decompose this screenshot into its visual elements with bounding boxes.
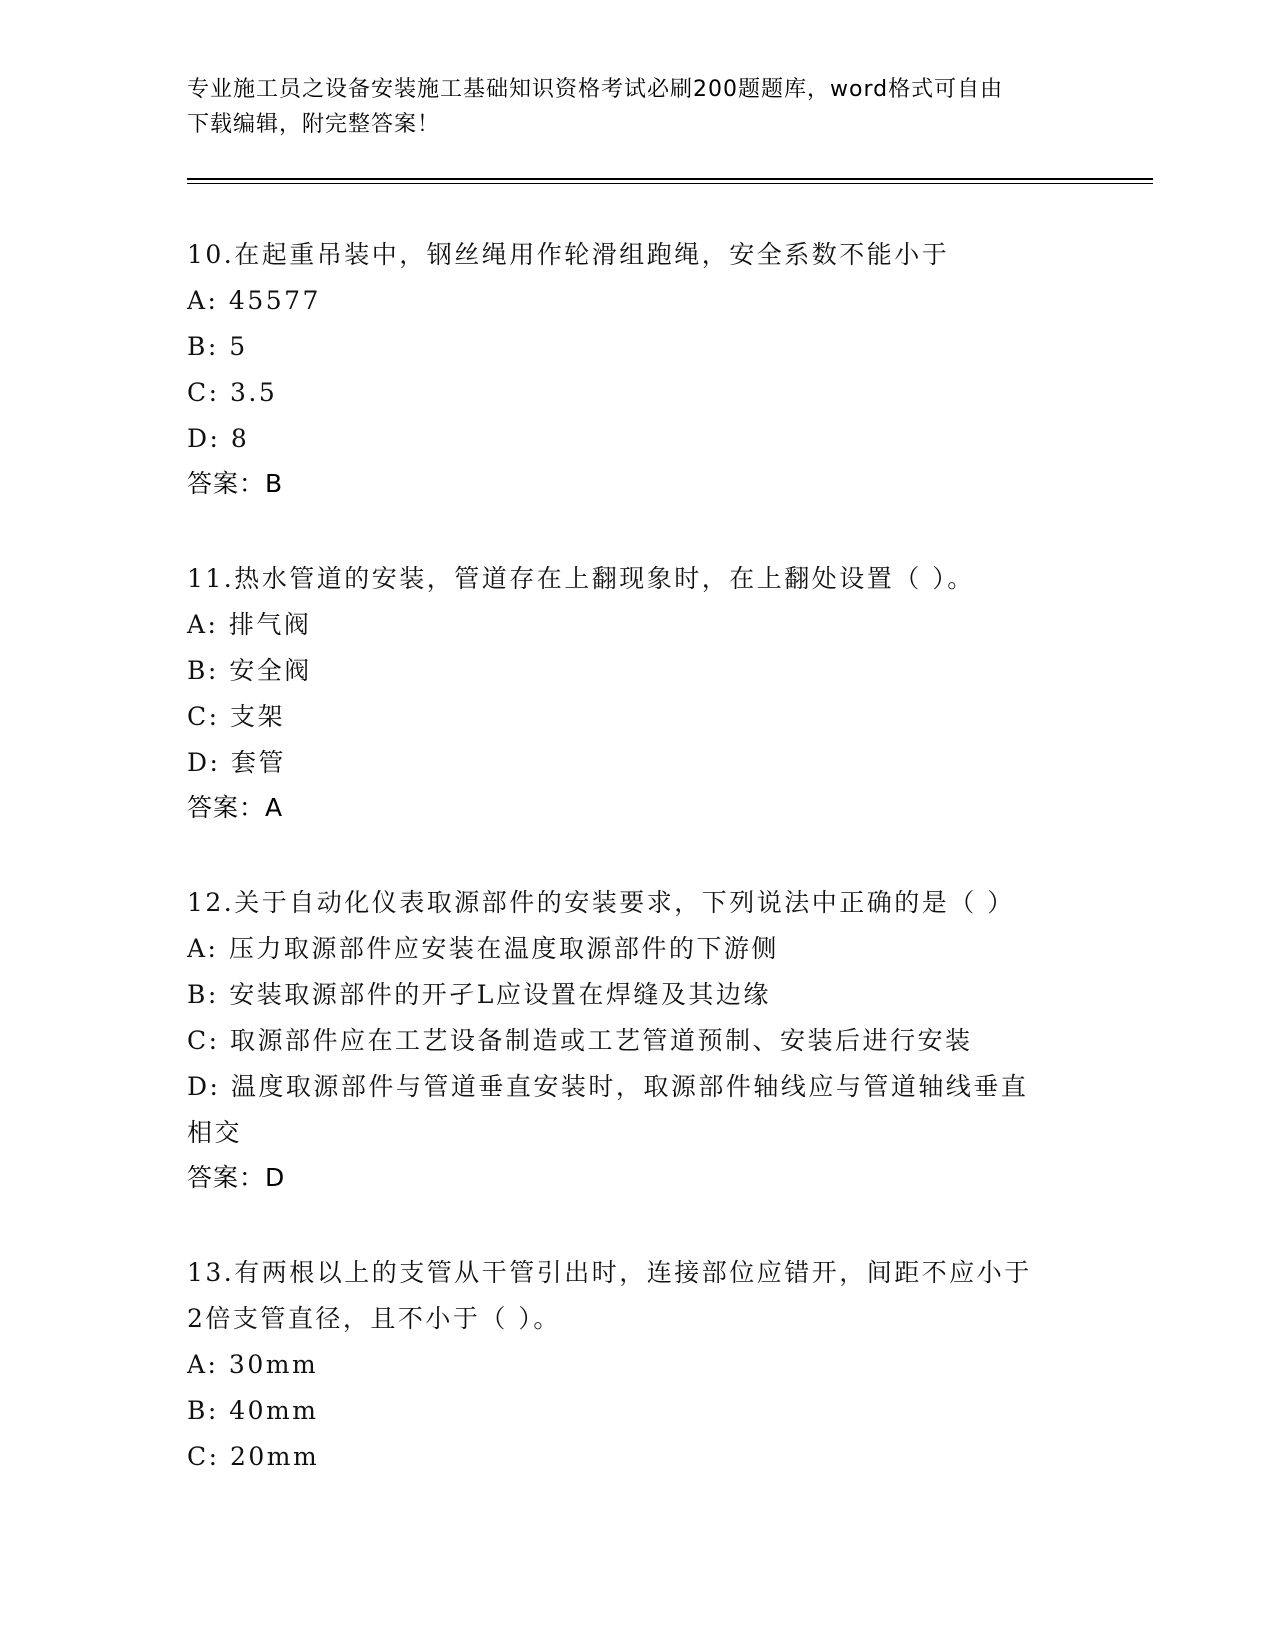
question-stem: 11.热水管道的安装，管道存在上翻现象时，在上翻处设置（ ）。 <box>187 564 975 593</box>
question-block <box>187 1250 1077 1480</box>
header-line-1: 专业施工员之设备安装施工基础知识资格考试必刷200题题库，word格式可自由 <box>187 77 1004 102</box>
answer-key: 答案：D <box>187 1163 286 1192</box>
question-stem: 10.在起重吊装中，钢丝绳用作轮滑组跑绳，安全系数不能小于 <box>187 240 950 269</box>
answer-option: B: 安全阀 <box>187 656 312 685</box>
question-block <box>187 232 1077 506</box>
answer-option: B: 5 <box>187 332 248 361</box>
answer-key: 答案：A <box>187 793 284 822</box>
answer-option: A: 45577 <box>187 286 321 315</box>
answer-option: A: 30mm <box>187 1350 319 1379</box>
question-block <box>187 556 1077 830</box>
header-rule-thin <box>187 183 1153 184</box>
answer-option: 相交 <box>187 1118 243 1147</box>
answer-option: A: 排气阀 <box>187 610 312 639</box>
answer-option: B: 40mm <box>187 1396 319 1425</box>
answer-option: D: 套管 <box>187 748 286 777</box>
answer-option: C: 3.5 <box>187 378 278 407</box>
question-list <box>187 232 1077 1530</box>
question-stem: 13.有两根以上的支管从干管引出时，连接部位应错开，间距不应小于 <box>187 1258 1032 1287</box>
question-stem: 2倍支管直径，且不小于（ ）。 <box>187 1304 561 1333</box>
answer-option: C: 支架 <box>187 702 285 731</box>
question-stem: 12.关于自动化仪表取源部件的安装要求，下列说法中正确的是（ ） <box>187 888 1015 917</box>
answer-option: A: 压力取源部件应安装在温度取源部件的下游侧 <box>187 934 779 963</box>
question-block <box>187 880 1077 1200</box>
answer-key: 答案：B <box>187 469 284 498</box>
header-line-2: 下载编辑，附完整答案！ <box>187 112 441 137</box>
answer-option: B: 安装取源部件的开孑L应设置在焊缝及其边缘 <box>187 980 771 1009</box>
answer-option: D: 温度取源部件与管道垂直安装时，取源部件轴线应与管道轴线垂直 <box>187 1072 1029 1101</box>
header-rule-thick <box>187 178 1153 180</box>
document-header <box>187 72 1067 142</box>
answer-option: C: 20mm <box>187 1442 320 1471</box>
answer-option: C: 取源部件应在工艺设备制造或工艺管道预制、安装后进行安装 <box>187 1026 973 1055</box>
answer-option: D: 8 <box>187 424 250 453</box>
